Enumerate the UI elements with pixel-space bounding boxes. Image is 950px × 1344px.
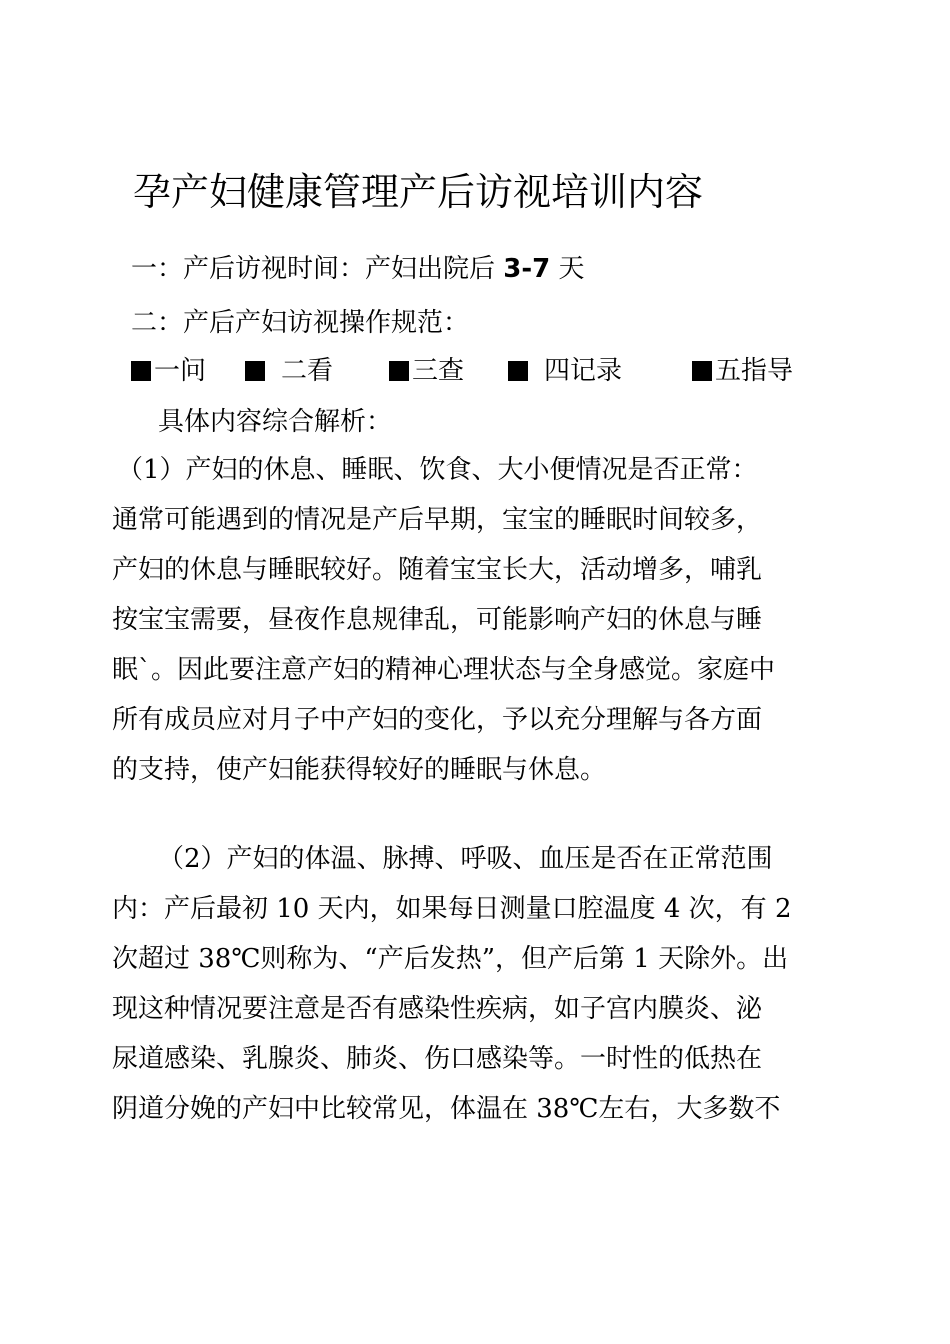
step-label: 三查 bbox=[412, 356, 465, 386]
paragraph-line: 尿道感染、乳腺炎、肺炎、伤口感染等。一时性的低热在 bbox=[112, 1044, 763, 1074]
step-label: 四记录 bbox=[544, 356, 623, 386]
step-item bbox=[245, 354, 333, 388]
section-visit-time-suffix: 天 bbox=[550, 254, 585, 284]
square-bullet-icon bbox=[131, 361, 151, 381]
step-label: 五指导 bbox=[715, 356, 794, 386]
square-bullet-icon bbox=[692, 361, 712, 381]
section-visit-time-days: 3-7 bbox=[503, 254, 551, 284]
paragraph-line: （1）产妇的休息、睡眠、饮食、大小便情况是否正常： bbox=[117, 455, 758, 485]
paragraph-line: 眠`。因此要注意产妇的精神心理状态与全身感觉。家庭中 bbox=[112, 655, 776, 685]
paragraph-line: 的支持，使产妇能获得较好的睡眠与休息。 bbox=[112, 755, 607, 785]
step-item bbox=[131, 354, 206, 388]
paragraph-line: （2）产妇的体温、脉搏、呼吸、血压是否在正常范围 bbox=[158, 844, 773, 874]
paragraph-line: 通常可能遇到的情况是产后早期，宝宝的睡眠时间较多， bbox=[112, 505, 763, 535]
step-label: 二看 bbox=[281, 356, 334, 386]
square-bullet-icon bbox=[389, 361, 409, 381]
paragraph-line: 内：产后最初 10 天内，如果每日测量口腔温度 4 次，有 2 bbox=[112, 894, 792, 924]
paragraph-line: 现这种情况要注意是否有感染性疾病，如子宫内膜炎、泌 bbox=[112, 994, 763, 1024]
step-label: 一问 bbox=[154, 356, 207, 386]
step-list bbox=[131, 354, 831, 390]
paragraph-line: 产妇的休息与睡眠较好。随着宝宝长大，活动增多，哺乳 bbox=[112, 555, 763, 585]
subheading: 具体内容综合解析： bbox=[158, 407, 393, 437]
section-visit-procedure: 二：产后产妇访视操作规范： bbox=[131, 308, 470, 338]
section-visit-time bbox=[131, 252, 585, 286]
step-item bbox=[692, 354, 793, 388]
section-visit-time-prefix: 一：产后访视时间：产妇出院后 bbox=[131, 254, 504, 284]
step-item bbox=[389, 354, 464, 388]
square-bullet-icon bbox=[245, 361, 265, 381]
paragraph-rest-sleep bbox=[112, 445, 842, 795]
step-item bbox=[508, 354, 622, 388]
paragraph-line: 次超过 38℃则称为、“产后发热”，但产后第 1 天除外。出 bbox=[112, 944, 789, 974]
document-title: 孕产妇健康管理产后访视培训内容 bbox=[133, 170, 704, 214]
paragraph-line: 所有成员应对月子中产妇的变化，予以充分理解与各方面 bbox=[112, 705, 763, 735]
paragraph-line: 按宝宝需要，昼夜作息规律乱，可能影响产妇的休息与睡 bbox=[112, 605, 763, 635]
square-bullet-icon bbox=[508, 361, 528, 381]
paragraph-line: 阴道分娩的产妇中比较常见，体温在 38℃左右，大多数不 bbox=[112, 1094, 781, 1124]
paragraph-vital-signs bbox=[112, 834, 842, 1134]
